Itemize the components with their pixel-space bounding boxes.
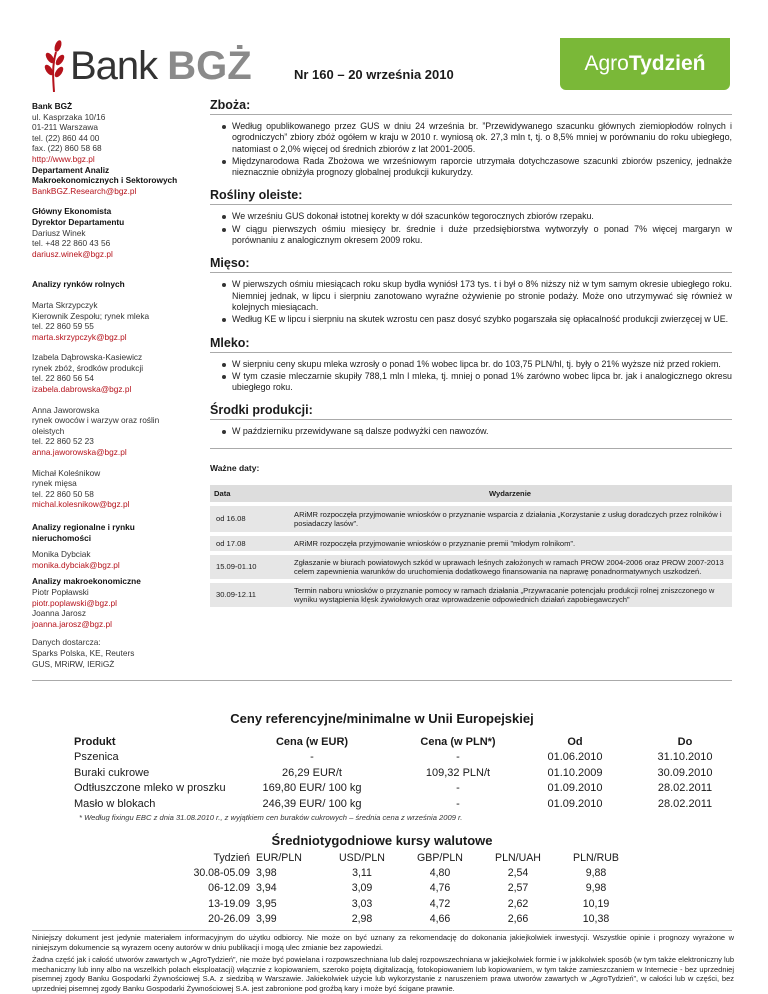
fx-col-usdpln	[330, 851, 394, 927]
table-cell: -	[456, 782, 460, 795]
table-cell: 31.10.2010	[657, 751, 713, 764]
contact-email-link[interactable]: izabela.dabrowska@bgz.pl	[32, 384, 132, 395]
contact-name: Michał Koleśnikow	[32, 467, 101, 478]
bullet-item: Według KE w lipcu i sierpniu na skutek wzrostu cen pasz dosyć szybko pogarszała się opłacalność produkcji zwierzęcej w UE.	[220, 314, 732, 325]
table-cell: 26,29 EUR/t	[282, 766, 342, 779]
prices-col-to	[645, 735, 725, 812]
table-cell: 9,98	[585, 882, 607, 895]
contact-phone: tel. 22 860 56 54	[32, 373, 94, 384]
table-cell: 10,19	[582, 897, 610, 910]
contact-name: Izabela Dąbrowska-Kasiewicz	[32, 352, 143, 363]
department-name: Departament Analiz Makroekonomicznych i Sektorowych	[32, 164, 178, 186]
disclaimer-paragraph: Żadna część jak i całość utworów zawartych w „AgroTydzień”, nie może być powielana i rozpowszechniana lub dalej rozpowszechniana w jakiejkolwiek formie i w jakikolwiek sposób (w tym także elektroniczny lub mechaniczny lub inny albo na wszelkich polach eksploatacji) włącznie z kopiowaniem, szeroko pojętą digitalizacją, fotokopiowaniem lub kopiowaniem, w tym także zamieszczaniem w Internecie - bez uprzedniej pisemnej zgody Banku Gospodarki Żywnościowej S.A. z siedzibą w Warszawie. Jakiekolwiek użycie lub wykorzystanie z naruszeniem prawa utworów zawartych w „AgroTydzień”, w całości lub w części, bez uprzedniej pisemnej zgody Banku Gospodarki Żywnościowej S.A. jest zabronione pod groźbą kary i może być ścigane prawnie.	[32, 955, 734, 993]
column-header: Cena (w EUR)	[275, 736, 349, 748]
column-header: Cena (w PLN*)	[420, 736, 496, 748]
bullet-item: W tym czasie mleczarnie skupiły 788,1 mln l mleka, tj. mniej o ponad 1% zarówno wobec lipca br. jak i analogicznego okresu ubiegłego roku.	[220, 371, 732, 394]
prices-title: Ceny referencyjne/minimalne w Unii Europejskiej	[230, 711, 534, 726]
fx-col-plnuah	[486, 851, 550, 927]
address-line: ul. Kasprzaka 10/16	[32, 111, 106, 122]
table-cell: 2,98	[351, 912, 373, 925]
contact-name: Monika Dybciak	[32, 549, 91, 560]
fax: fax. (22) 860 58 68	[32, 143, 102, 154]
section-title-srodki: Środki produkcji:	[210, 403, 732, 420]
table-cell: 3,03	[351, 897, 373, 910]
table-row	[210, 504, 732, 534]
suppliers-line: GUS, MRiRW, IERiGŻ	[32, 658, 115, 669]
event-cell: ARiMR rozpoczęła przyjmowanie wniosków o przyznanie premii ”młodym rolnikom”.	[288, 534, 732, 553]
contact-name: Joanna Jarosz	[32, 608, 86, 619]
table-cell: 13-19.09	[208, 897, 250, 910]
column-header: Data	[210, 485, 288, 504]
column-header: Produkt	[74, 736, 116, 748]
contact-name: Anna Jaworowska	[32, 404, 100, 415]
website-link[interactable]: http://www.bgz.pl	[32, 153, 95, 164]
column-header: Wydarzenie	[288, 485, 732, 504]
table-cell: -	[456, 797, 460, 810]
table-cell: 30.08-05.09	[193, 867, 250, 880]
table-cell: 4,66	[429, 912, 451, 925]
section-divider	[32, 930, 732, 931]
prices-footnote: * Według fixingu EBC z dnia 31.08.2010 r., z wyjątkiem cen buraków cukrowych – średnia cena z września 2009 r.	[79, 813, 463, 822]
section-title-mieso: Mięso:	[210, 256, 732, 273]
table-cell: 4,76	[429, 882, 451, 895]
table-cell: 01.09.2010	[547, 782, 603, 795]
table-cell: 10,38	[582, 912, 610, 925]
fx-title: Średniotygodniowe kursy walutowe	[271, 833, 493, 848]
table-cell: 4,72	[429, 897, 451, 910]
bullet-list	[220, 121, 732, 178]
table-cell: 20-26.09	[208, 912, 250, 925]
table-row	[210, 581, 732, 607]
column-header: Od	[567, 736, 583, 748]
column-header: Tydzień	[213, 852, 250, 864]
contact-phone: tel. 22 860 50 58	[32, 488, 94, 499]
column-header: USD/PLN	[339, 852, 385, 864]
contact-email-link[interactable]: piotr.poplawski@bgz.pl	[32, 597, 117, 608]
table-row	[210, 534, 732, 553]
section-title-mleko: Mleko:	[210, 336, 732, 353]
table-cell: -	[310, 751, 314, 764]
event-cell: Zgłaszanie w biurach powiatowych szkód w uprawach leśnych założonych w ramach PROW 2004-2006 oraz PROW 2007-2013 celem zapewnienia warunków do uruchomienia dodatkowego finansowania na naprawę ponadnormatywnych uszkodzeń.	[288, 553, 732, 581]
table-cell: 2,54	[507, 867, 529, 880]
table-cell: 2,57	[507, 882, 529, 895]
table-cell: 3,98	[256, 867, 277, 880]
date-cell: 15.09-01.10	[210, 553, 288, 581]
prices-table	[0, 735, 768, 815]
table-cell: 06-12.09	[208, 882, 250, 895]
bullet-item: We wrześniu GUS dokonał istotnej korekty w dół szacunków tegorocznych zbiorów rzepaku.	[220, 211, 732, 222]
contact-name: Piotr Popławski	[32, 586, 89, 597]
bullet-item: W sierpniu ceny skupu mleka wzrosły o ponad 1% wobec lipca br. do 103,75 PLN/hl, tj. były o 21% wyższe niż przed rokiem.	[220, 359, 732, 370]
prices-col-eur	[232, 735, 392, 812]
chief-title: Dyrektor Departamentu	[32, 216, 125, 227]
contact-email-link[interactable]: marta.skrzypczyk@bgz.pl	[32, 331, 127, 342]
column-header: EUR/PLN	[256, 852, 302, 864]
fx-col-week	[164, 851, 250, 927]
bullet-list	[220, 279, 732, 325]
table-cell: 246,39 EUR/ 100 kg	[262, 797, 362, 810]
table-cell: 01.06.2010	[547, 751, 603, 764]
table-cell: 109,32 PLN/t	[425, 766, 491, 779]
address-line: 01-211 Warszawa	[32, 122, 98, 133]
table-cell: 3,11	[352, 867, 372, 880]
contact-role: rynek mięsa	[32, 478, 77, 489]
date-cell: od 17.08	[210, 534, 288, 553]
issue-number: Nr 160 – 20 września 2010	[294, 67, 454, 82]
section-divider	[32, 680, 732, 681]
suppliers-heading: Danych dostarcza:	[32, 637, 101, 648]
event-cell: ARiMR rozpoczęła przyjmowanie wniosków o przyznanie wsparcia z działania „Korzystanie z usług doradczych przez rolników i posiadaczy lasów”.	[288, 504, 732, 534]
regional-heading: Analizy regionalne i rynku nieruchomości	[32, 522, 135, 543]
section-title-zboza: Zboża:	[210, 98, 732, 115]
chief-title: Główny Ekonomista	[32, 206, 112, 217]
section-title-oleiste: Rośliny oleiste:	[210, 188, 732, 205]
disclaimer	[32, 933, 734, 994]
column-header: PLN/RUB	[573, 852, 619, 864]
table-row	[210, 553, 732, 581]
bank-name: Bank BGŻ	[32, 101, 73, 111]
dates-heading: Ważne daty:	[210, 462, 260, 473]
logo-brand-bold: BGŻ	[167, 44, 252, 88]
contact-role: rynek owoców i warzyw oraz roślin oleistych	[32, 415, 160, 436]
dates-table	[210, 485, 732, 607]
disclaimer-paragraph: Niniejszy dokument jest jedynie materiałem informacyjnym do użytku odbiorcy. Nie może on być uznany za rekomendację do dokonania jakiejkolwiek inwestycji. Wszystkie opinie i prognozy wyrażone w niniejszym dokumencie są wyrazem oceny autorów w dniu publikacji i mogą ulec zmianie bez zapowiedzi.	[32, 933, 734, 952]
contact-role: rynek zbóż, środków produkcji	[32, 362, 144, 373]
fx-col-gbppln	[408, 851, 472, 927]
column-header: PLN/UAH	[495, 852, 541, 864]
bullet-list	[220, 359, 732, 394]
table-cell: 01.10.2009	[547, 766, 603, 779]
contact-phone: tel. 22 860 52 23	[32, 436, 94, 447]
table-cell: 3,95	[256, 897, 277, 910]
contact-email-link[interactable]: monika.dybciak@bgz.pl	[32, 559, 120, 570]
table-cell: Buraki cukrowe	[74, 766, 150, 779]
macro-heading: Analizy makroekonomiczne	[32, 576, 141, 587]
table-cell: 01.09.2010	[547, 797, 603, 810]
table-cell: 28.02.2011	[657, 797, 713, 810]
suppliers-line: Sparks Polska, KE, Reuters	[32, 647, 135, 658]
table-cell: 3,09	[351, 882, 373, 895]
agro-label-bold: Tydzień	[628, 52, 706, 75]
bullet-item: Międzynarodowa Rada Zbożowa we wrześniowym raporcie utrzymała dotychczasowe szacunki zbiorów pszenicy, jednakże nieznacznie obniżyła prognozy globalnej produkcji kukurydzy.	[220, 156, 732, 179]
department-email-link[interactable]: BankBGZ.Research@bgz.pl	[32, 185, 137, 196]
agro-label: Agro	[584, 52, 629, 75]
bullet-item: W październiku przewidywane są dalsze podwyżki cen nawozów.	[220, 426, 732, 437]
table-cell: Pszenica	[74, 751, 119, 764]
table-cell: 3,94	[256, 882, 277, 895]
bullet-item: Według opublikowanego przez GUS w dniu 24 września br. ”Przewidywanego szacunku głównych ziemiopłodów rolnych i ogrodniczych” zbiory zbóż ogółem w kraju w 2010 r. wyniosą ok. 27,3 mln t, tj. o 8,5% mniej w porównaniu do roku ubiegłego, natomiast o 2,0% więcej od średnich zbiorów z lat 2001-2005.	[220, 121, 732, 155]
sidebar	[32, 101, 192, 669]
table-cell: 28.02.2011	[657, 782, 713, 795]
event-cell: Termin naboru wniosków o przyznanie pomocy w ramach działania „Przywracanie potencjału produkcji rolnej zniszczonego w wyniku wystąpienia klęsk żywiołowych oraz wprowadzenie odpowiednich działań zapobiegawczych”	[288, 581, 732, 607]
agrotydzien-badge	[560, 38, 730, 90]
bank-logo[interactable]	[40, 38, 252, 94]
table-cell: Odtłuszczone mleko w proszku	[74, 782, 226, 795]
agri-heading: Analizy rynków rolnych	[32, 279, 125, 290]
table-cell: 30.09.2010	[657, 766, 713, 779]
column-header: Do	[677, 736, 693, 748]
contact-name: Marta Skrzypczyk	[32, 299, 98, 310]
prices-col-pln	[393, 735, 523, 812]
column-header: GBP/PLN	[417, 852, 463, 864]
logo-brand: Bank	[70, 44, 158, 88]
table-cell: -	[456, 751, 460, 764]
bullet-list	[220, 211, 732, 246]
bullet-item: W ciągu pierwszych ośmiu miesięcy br. średnie i duże przedsiębiorstwa wytworzyły o ponad 7% więcej margaryn w porównaniu z analogicznym okresem 2009 roku.	[220, 224, 732, 247]
table-cell: 169,80 EUR/ 100 kg	[262, 782, 362, 795]
wheat-icon	[40, 38, 66, 92]
contact-email-link[interactable]: joanna.jarosz@bgz.pl	[32, 618, 112, 629]
contact-email-link[interactable]: michal.kolesnikow@bgz.pl	[32, 499, 130, 510]
contact-email-link[interactable]: anna.jaworowska@bgz.pl	[32, 447, 127, 458]
date-cell: 30.09-12.11	[210, 581, 288, 607]
table-cell: 2,66	[507, 912, 529, 925]
chief-name: Dariusz Winek	[32, 227, 86, 238]
fx-col-eurpln	[256, 851, 316, 927]
bullet-list	[220, 426, 732, 437]
table-cell: 2,62	[507, 897, 529, 910]
contact-role: Kierownik Zespołu; rynek mleka	[32, 310, 150, 321]
bullet-item: W pierwszych ośmiu miesiącach roku skup bydła wyniósł 173 tys. t i był o 8% niższy niż w tym samym okresie ubiegłego roku. Niemniej jednak, w lipcu i sierpniu zanotowano wyraźne ożywienie po stronie podaży. Może ono utrzymywać się również w kolejnych miesiącach.	[220, 279, 732, 313]
date-cell: od 16.08	[210, 504, 288, 534]
prices-col-from	[535, 735, 615, 812]
table-cell: 3,99	[256, 912, 277, 925]
table-cell: 4,80	[429, 867, 451, 880]
contact-phone: tel. 22 860 59 55	[32, 321, 94, 332]
fx-col-plnrub	[562, 851, 630, 927]
main-content	[210, 98, 732, 607]
table-cell: Masło w blokach	[74, 797, 156, 810]
table-cell: 9,88	[585, 867, 607, 880]
phone: tel. (22) 860 44 00	[32, 132, 100, 143]
fx-table	[0, 851, 768, 931]
chief-phone: tel. +48 22 860 43 56	[32, 238, 111, 249]
chief-email-link[interactable]: dariusz.winek@bgz.pl	[32, 248, 113, 259]
